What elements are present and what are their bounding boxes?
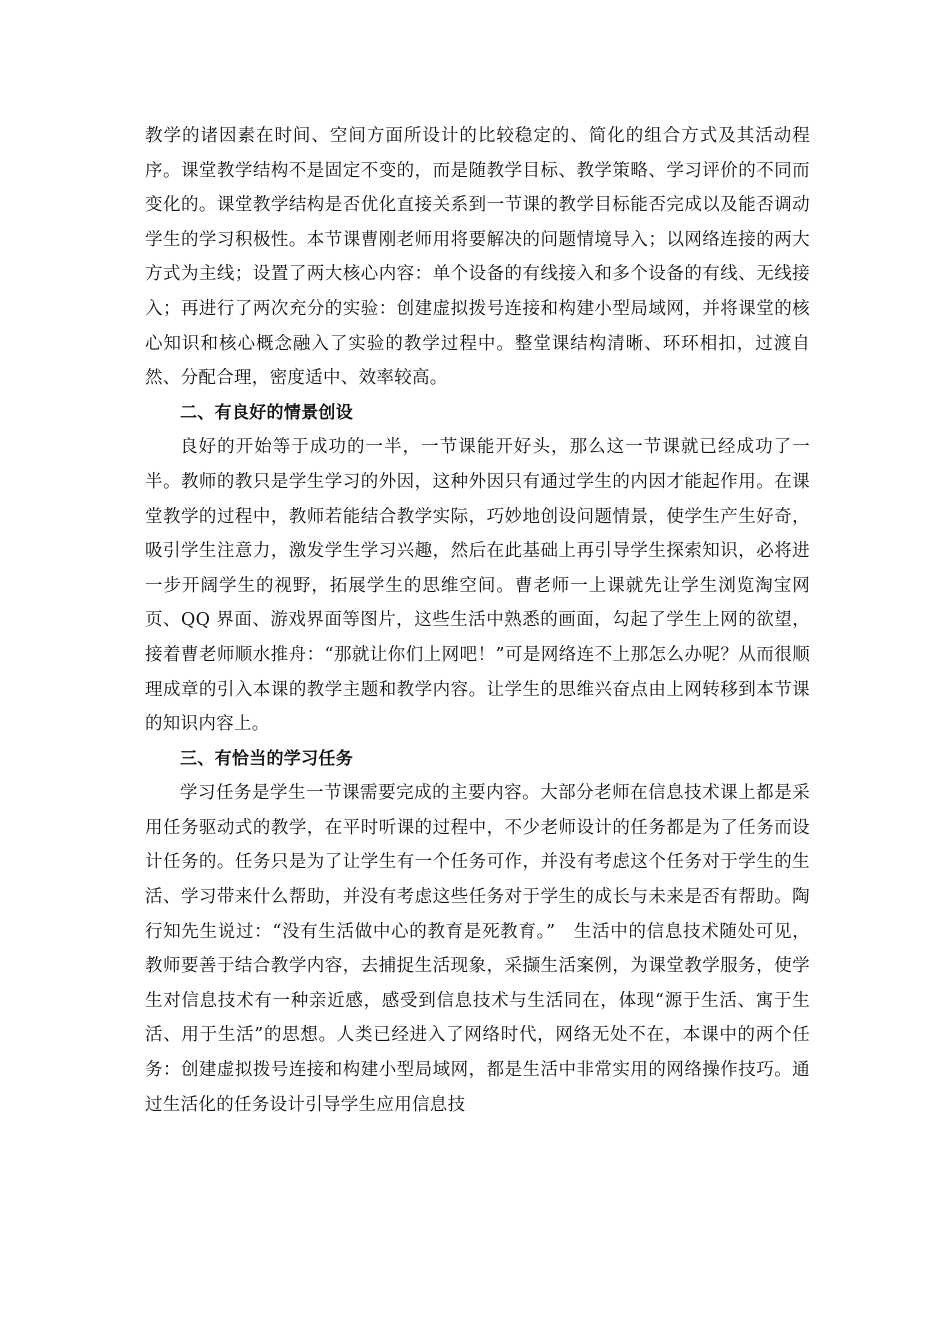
- paragraph-continuation: 教学的诸因素在时间、空间方面所设计的比较稳定的、简化的组合方式及其活动程序。课堂教学结构不是固定不变的，而是随教学目标、教学策略、学习评价的不同而变化的。课堂教学结构是否优化直接关系到一节课的教学目标能否完成以及能否调动学生的学习积极性。本节课曹刚老师用将要解决的问题情境导入；以网络连接的两大方式为主线；设置了两大核心内容：单个设备的有线接入和多个设备的有线、无线接入；再进行了两次充分的实验：创建虚拟拨号连接和构建小型局域网，并将课堂的核心知识和核心概念融入了实验的教学过程中。整堂课结构清晰、环环相扣，过渡自然、分配合理，密度适中、效率较高。: [145, 126, 810, 389]
- section-heading-2: 二、有良好的情景创设: [180, 402, 353, 423]
- section-heading-3: 三、有恰当的学习任务: [180, 748, 353, 769]
- paragraph-tasks: 学习任务是学生一节课需要完成的主要内容。大部分老师在信息技术课上都是采用任务驱动式的教学，在平时听课的过程中，不少老师设计的任务都是为了任务而设计任务的。任务只是为了让学生有一个任务可作，并没有考虑这个任务对于学生的生活、学习带来什么帮助，并没有考虑这些任务对于学生的成长与未来是否有帮助。陶行知先生说过：“没有生活做中心的教育是死教育。” 生活中的信息技术随处可见，教师要善于结合教学内容，去捕捉生活现象，采撷生活案例，为课堂教学服务，使学生对信息技术有一种亲近感，感受到信息技术与生活同在，体现“源于生活、寓于生活、用于生活”的思想。人类已经进入了网络时代，网络无处不在，本课中的两个任务：创建虚拟拨号连接和构建小型局域网，都是生活中非常实用的网络操作技巧。通过生活化的任务设计引导学生应用信息技: [145, 783, 810, 1115]
- document-body: [145, 119, 810, 1122]
- paragraph-scenario: 良好的开始等于成功的一半，一节课能开好头，那么这一节课就已经成功了一半。教师的教只是学生学习的外因，这种外因只有通过学生的内因才能起作用。在课堂教学的过程中，教师若能结合教学实际，巧妙地创设问题情景，使学生产生好奇，吸引学生注意力，激发学生学习兴趣，然后在此基础上再引导学生探索知识，必将进一步开阔学生的视野，拓展学生的思维空间。曹老师一上课就先让学生浏览淘宝网页、QQ 界面、游戏界面等图片，这些生活中熟悉的画面，勾起了学生上网的欲望，接着曹老师顺水推舟：“那就让你们上网吧！”可是网络连不上那怎么办呢？从而很顺理成章的引入本课的教学主题和教学内容。让学生的思维兴奋点由上网转移到本节课的知识内容上。: [145, 437, 810, 735]
